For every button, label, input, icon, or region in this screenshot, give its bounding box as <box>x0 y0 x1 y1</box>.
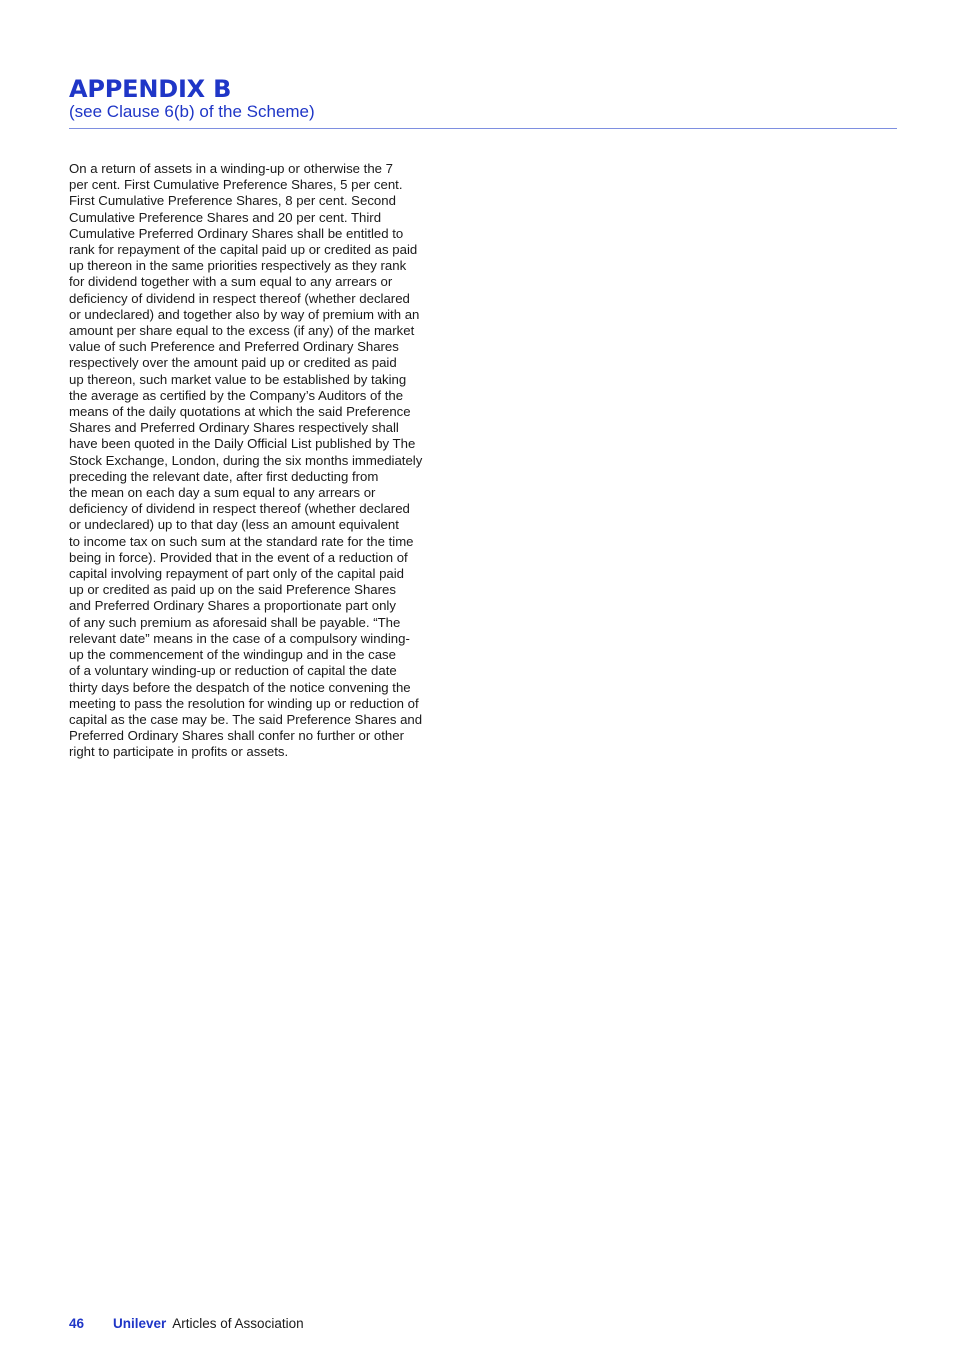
page-footer <box>69 1316 304 1332</box>
footer-brand: Unilever <box>113 1316 167 1331</box>
page-header <box>69 76 897 122</box>
footer-document-name: Articles of Association <box>172 1316 304 1331</box>
header-divider <box>69 128 897 129</box>
page-number: 46 <box>69 1316 85 1331</box>
page-subtitle: (see Clause 6(b) of the Scheme) <box>69 102 315 121</box>
page-title: APPENDIX B <box>69 75 232 103</box>
body-paragraph: On a return of assets in a winding-up or otherwise the 7 per cent. First Cumulative Preference Shares, 5 per cent. First Cumulative Preference Shares, 8 per cent. Second Cumulative Preference Shares and 20 per cent. Third Cumulative Preferred Ordinary Shares shall be entitled to rank for repayment of the capital paid up or credited as paid up thereon in the same priorities respectively as they rank for dividend together with a sum equal to any arrears or deficiency of dividend in respect thereof (whether declared or undeclared) and together also by way of premium with an amount per share equal to the excess (if any) of the market value of such Preference and Preferred Ordinary Shares respectively over the amount paid up or credited as paid up thereon, such market value to be established by taking the average as certified by the Company’s Auditors of the means of the daily quotations at which the said Preference Shares and Preferred Ordinary Shares respectively shall have been quoted in the Daily Official List published by The Stock Exchange, London, during the six months immediately preceding the relevant date, after first deducting from the mean on each day a sum equal to any arrears or deficiency of dividend in respect thereof (whether declared or undeclared) up to that day (less an amount equivalent to income tax on such sum at the standard rate for the time being in force). Provided that in the event of a reduction of capital involving repayment of part only of the capital paid up or credited as paid up on the said Preference Shares and Preferred Ordinary Shares a proportionate part only of any such premium as aforesaid shall be payable. “The relevant date” means in the case of a compulsory winding- up the commencement of the windingup and in the case of a voluntary winding-up or reduction of capital the date thirty days before the despatch of the notice convening the meeting to pass the resolution for winding up or reduction of capital as the case may be. The said Preference Shares and Preferred Ordinary Shares shall confer no further or other right to participate in profits or assets. <box>69 161 423 760</box>
